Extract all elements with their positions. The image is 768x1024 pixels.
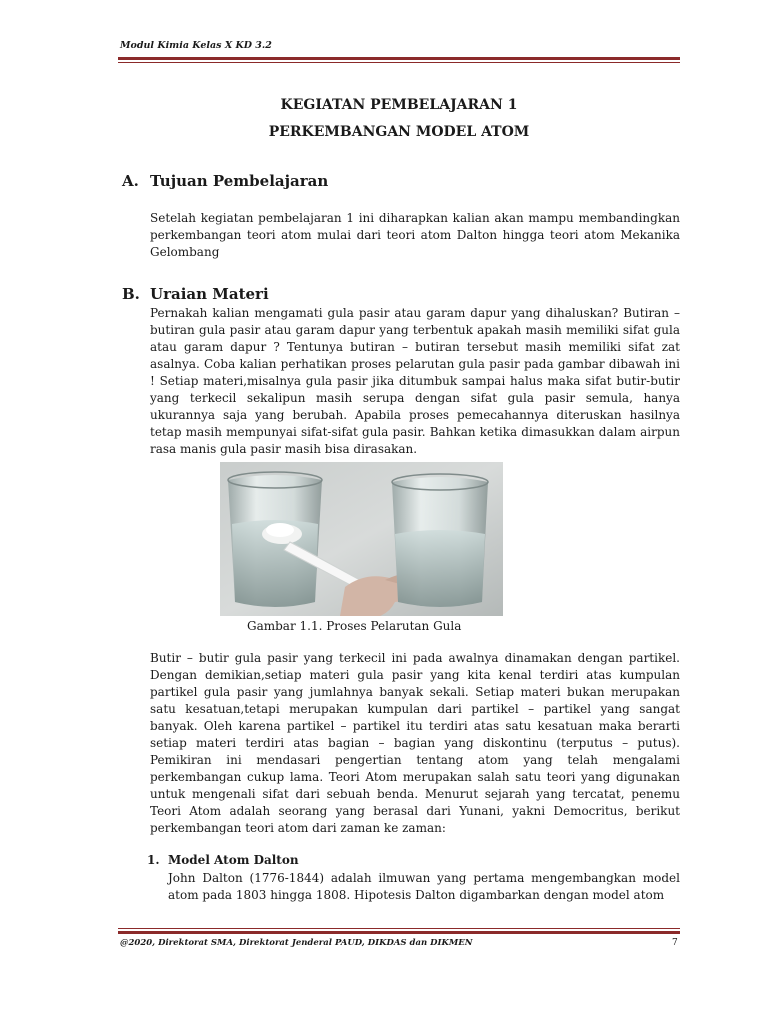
section-b-paragraph-2: Butir – butir gula pasir yang terkecil ini pada awalnya dinamakan dengan partikel. Dengan demikian,setiap materi gula pasir yang kita kenal terdiri atas kumpulan partikel gula pasir yang jumlahnya banyak sekali. Setiap materi bukan merupakan satu kesatuan,tetapi merupakan kumpulan dari partikel – partikel yang sangat banyak. Oleh karena partikel – partikel itu terdiri atas satu kesatuan maka berarti setiap materi terdiri atas bagian – bagian yang diskontinu (terputus – putus). Pemikiran ini mendasari pengertian tentang atom yang telah mengalami perkembangan cukup lama. Teori Atom merupakan salah satu teori yang digunakan untuk mengenali sifat dari sebuah benda. Menurut sejarah yang tercatat, penemu Teori Atom adalah seorang yang berasal dari Yunani, yakni Democritus, berikut perkembangan teori atom dari zaman ke zaman: (150, 651, 680, 835)
figure-caption: Gambar 1.1. Proses Pelarutan Gula (247, 619, 462, 633)
section-b-number: B. (122, 285, 140, 303)
list-item-1-text: John Dalton (1776-1844) adalah ilmuwan yang pertama mengembangkan model atom pada 1803 hingga 1808. Hipotesis Dalton digambarkan dengan model atom (168, 871, 680, 902)
sugar-dissolving-photo (220, 462, 503, 616)
footer-copyright: @2020, Direktorat SMA, Direktorat Jenderal PAUD, DIKDAS dan DIKMEN (120, 938, 473, 948)
section-b-heading (122, 285, 269, 303)
list-item-1-heading (147, 853, 299, 867)
section-a-text: Setelah kegiatan pembelajaran 1 ini diharapkan kalian akan mampu membandingkan perkembangan teori atom mulai dari teori atom Dalton hingga teori atom Mekanika Gelombang (150, 211, 680, 259)
header-rule-thin (118, 62, 680, 63)
page-number: 7 (672, 938, 678, 948)
section-a-title: Tujuan Pembelajaran (150, 172, 329, 190)
activity-subtitle: PERKEMBANGAN MODEL ATOM (268, 124, 530, 140)
section-a-number: A. (122, 172, 139, 190)
list-item-1-number: 1. (147, 853, 160, 867)
header-rule-thick (118, 57, 680, 60)
list-item-1-title: Model Atom Dalton (168, 853, 299, 867)
activity-title: KEGIATAN PEMBELAJARAN 1 (280, 97, 518, 113)
section-a-heading (122, 172, 328, 190)
footer-rule-thick (118, 931, 680, 934)
running-header: Modul Kimia Kelas X KD 3.2 (120, 40, 272, 51)
section-b-paragraph-1: Pernakah kalian mengamati gula pasir atau garam dapur yang dihaluskan? Butiran – butiran gula pasir atau garam dapur yang terbentuk apakah masih memiliki sifat gula atau garam dapur ? Tentunya butiran – butiran tersebut masih memiliki sifat zat asalnya. Coba kalian perhatikan proses pelarutan gula pasir pada gambar dibawah ini ! Setiap materi,misalnya gula pasir jika ditumbuk sampai halus maka sifat butir-butir yang terkecil sekalipun masih serupa dengan sifat gula pasir semula, hanya ukurannya saja yang berubah. Apabila proses pemecahannya diteruskan hasilnya tetap masih mempunyai sifat-sifat gula pasir. Bahkan ketika dimasukkan dalam airpun rasa manis gula pasir masih bisa dirasakan. (150, 306, 680, 456)
section-b-title: Uraian Materi (150, 285, 269, 303)
footer-rule-thin (118, 928, 680, 929)
